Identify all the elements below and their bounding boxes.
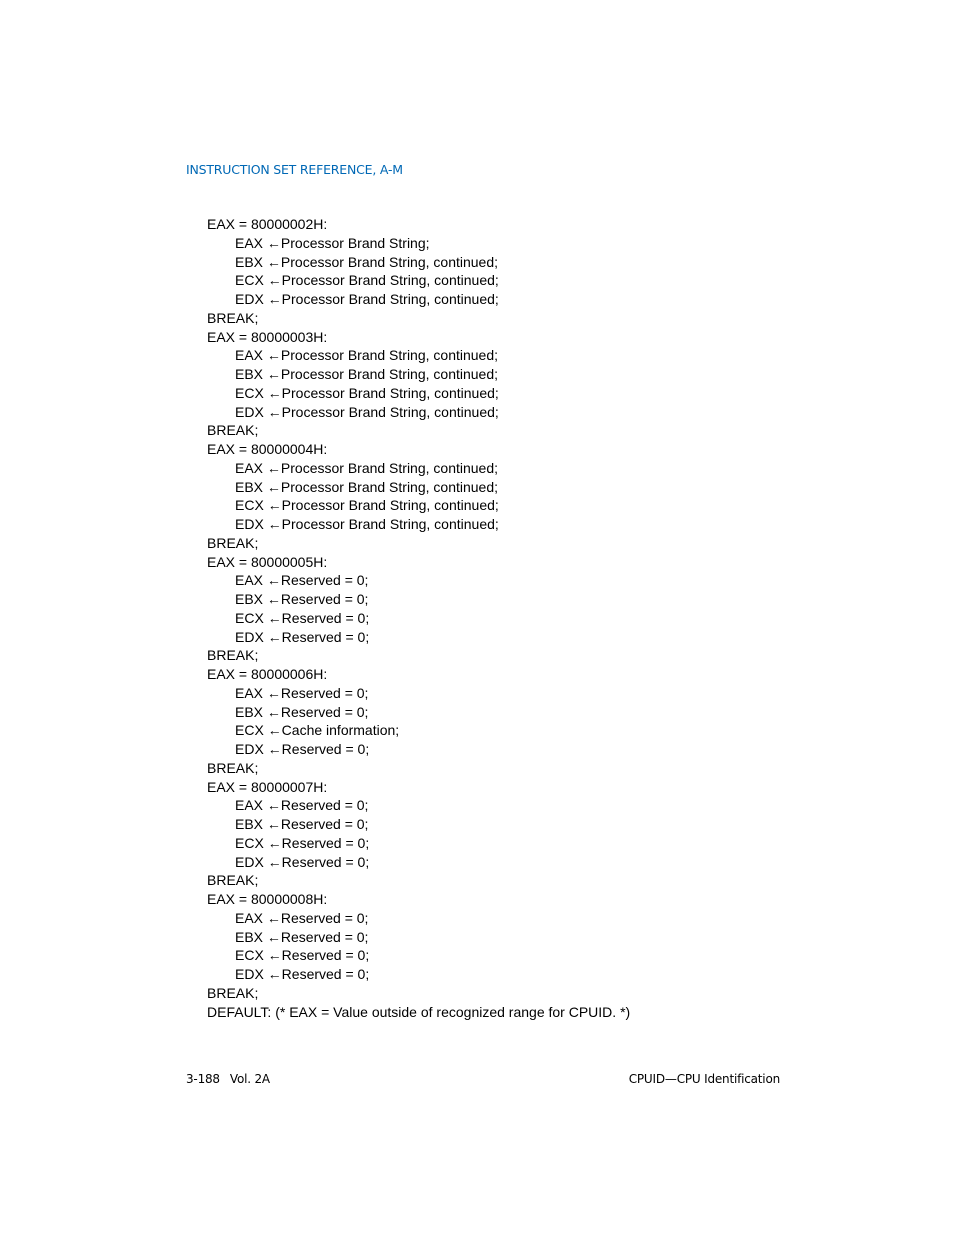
code-line: EAX = 80000002H: <box>207 216 328 232</box>
footer-left <box>186 1072 270 1086</box>
code-line: ECX ←Processor Brand String, continued; <box>235 384 499 401</box>
code-line: EDX ←Reserved = 0; <box>235 741 370 757</box>
code-line: ECX ←Cache information; <box>235 722 400 739</box>
code-line: BREAK; <box>207 984 259 1001</box>
code-line: EBX ←Processor Brand String, continued; <box>235 366 499 382</box>
code-line: ECX ←Reserved = 0; <box>235 609 370 626</box>
code-line: EAX ←Processor Brand String; <box>235 234 430 251</box>
code-line: EDX ←Processor Brand String, continued; <box>235 403 499 420</box>
code-line: EBX ←Reserved = 0; <box>235 928 369 945</box>
code-line: EBX ←Reserved = 0; <box>235 703 369 720</box>
code-line: EAX ←Reserved = 0; <box>235 797 369 814</box>
code-line: ECX ←Processor Brand String, continued; <box>235 272 499 289</box>
code-line: ECX ←Processor Brand String, continued; <box>235 497 499 514</box>
code-line: EDX ←Processor Brand String, continued; <box>235 516 499 532</box>
code-line: EAX ←Processor Brand String, continued; <box>235 347 499 364</box>
page-number: 3-188 <box>186 1072 220 1086</box>
code-line: EBX ←Reserved = 0; <box>235 591 369 607</box>
code-line: EAX ←Processor Brand String, continued; <box>235 459 499 476</box>
code-line: EBX ←Reserved = 0; <box>235 816 369 832</box>
code-line: EAX = 80000007H: <box>207 778 328 795</box>
code-line: ECX ←Reserved = 0; <box>235 947 370 964</box>
code-line: EBX ←Processor Brand String, continued; <box>235 253 499 270</box>
code-line: BREAK; <box>207 534 259 551</box>
code-line: BREAK; <box>207 422 259 439</box>
footer-section-title: CPUID—CPU Identification <box>628 1072 780 1086</box>
code-line: EDX ←Reserved = 0; <box>235 628 370 645</box>
code-line: EAX = 80000008H: <box>207 891 328 907</box>
code-line: DEFAULT: (* EAX = Value outside of recognized range for CPUID. *) <box>207 1003 631 1020</box>
code-line: EBX ←Processor Brand String, continued; <box>235 478 499 495</box>
code-line: EDX ←Reserved = 0; <box>235 966 370 982</box>
volume-label: Vol. 2A <box>229 1072 270 1086</box>
code-line: BREAK; <box>207 309 259 326</box>
code-line: EAX ←Reserved = 0; <box>235 684 369 701</box>
code-line: EAX = 80000005H: <box>207 553 328 570</box>
code-line: ECX ←Reserved = 0; <box>235 834 370 851</box>
pseudocode-block <box>207 215 807 1021</box>
code-line: EDX ←Processor Brand String, continued; <box>235 291 499 307</box>
code-line: EAX = 80000003H: <box>207 328 328 345</box>
running-header: INSTRUCTION SET REFERENCE, A-M <box>186 162 403 177</box>
code-line: BREAK; <box>207 872 259 889</box>
code-line: BREAK; <box>207 759 259 776</box>
code-line: EAX ←Reserved = 0; <box>235 572 369 589</box>
code-line: BREAK; <box>207 647 259 664</box>
code-line: EAX ←Reserved = 0; <box>235 909 369 926</box>
code-line: EAX = 80000006H: <box>207 666 328 682</box>
code-line: EDX ←Reserved = 0; <box>235 853 370 870</box>
code-line: EAX = 80000004H: <box>207 441 328 457</box>
